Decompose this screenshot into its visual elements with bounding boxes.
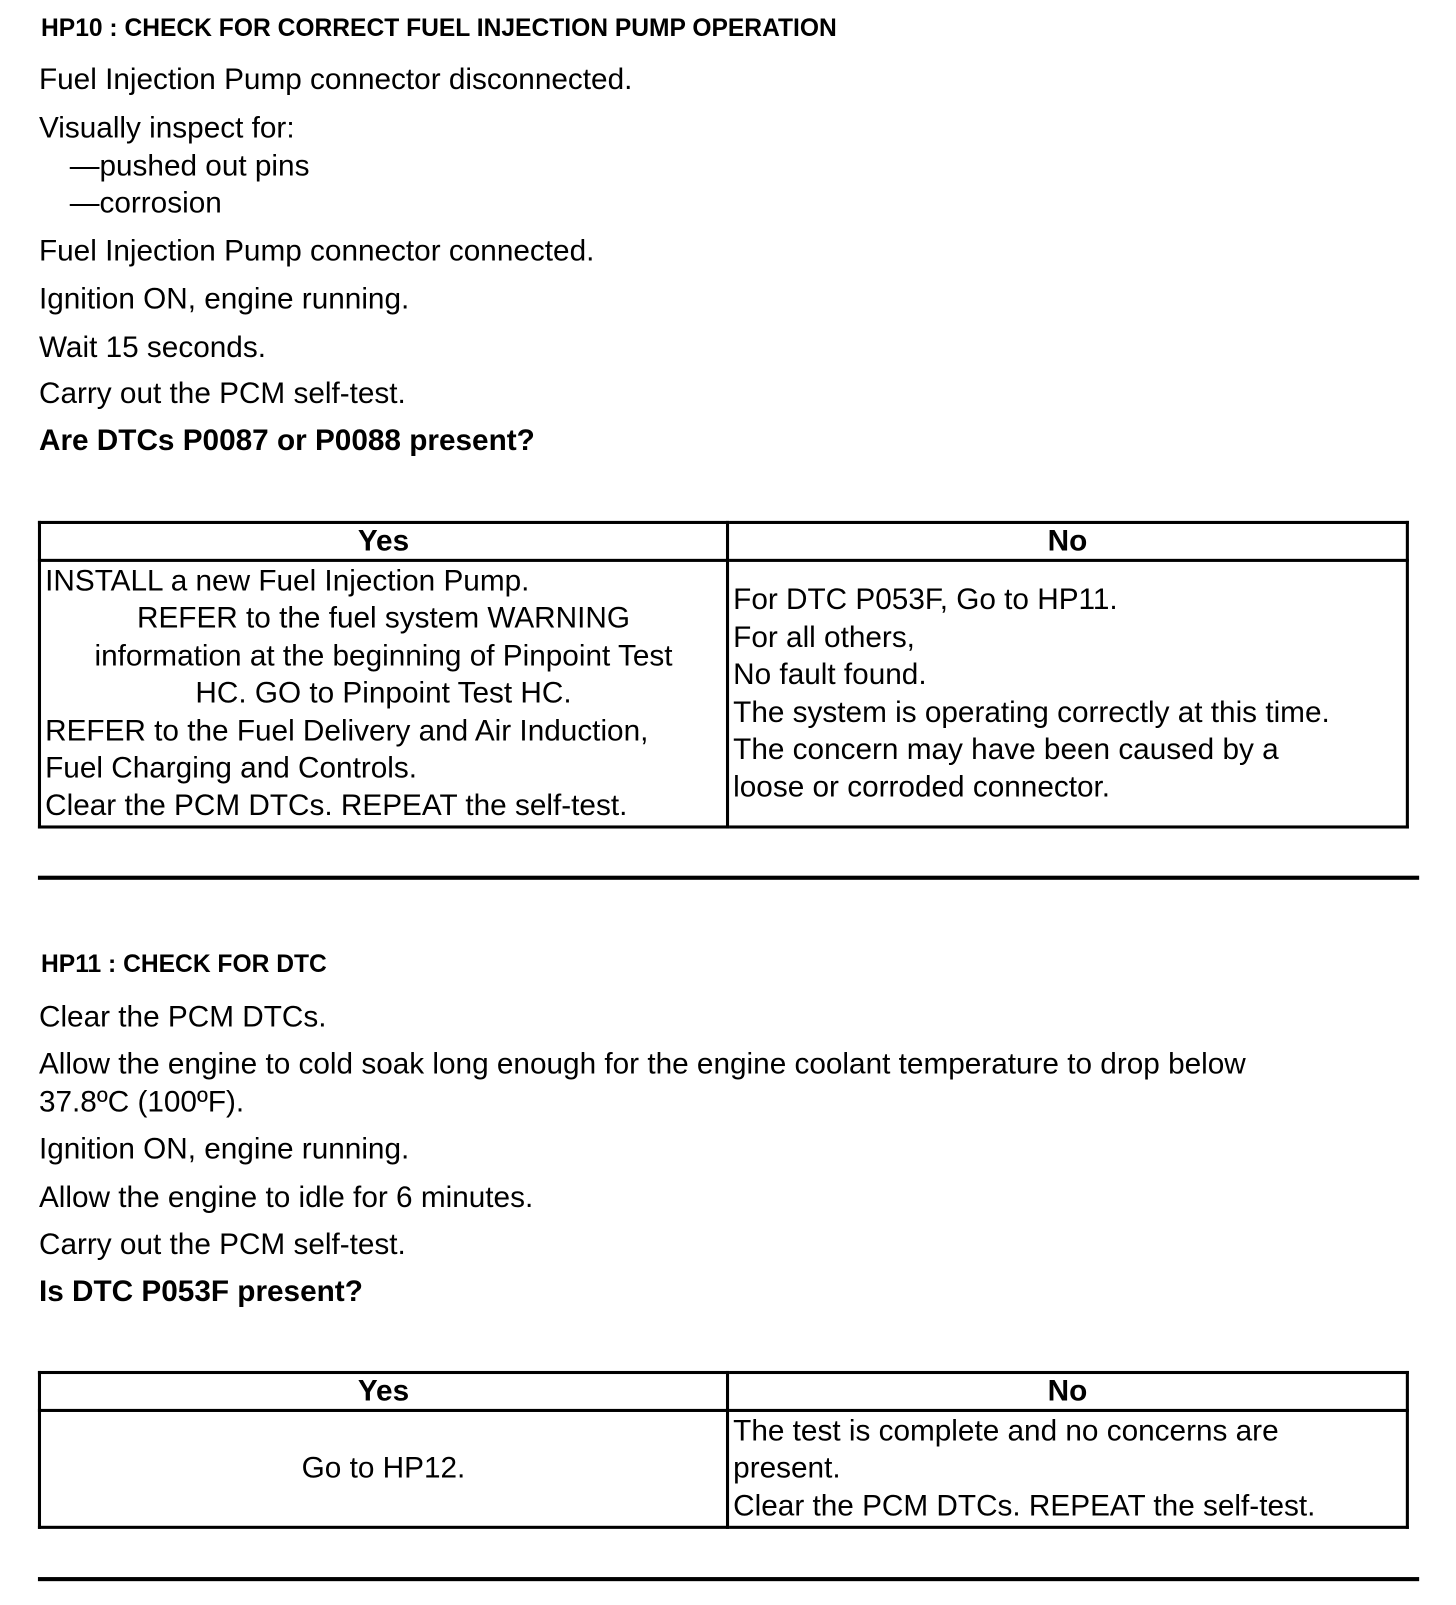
hp10-question: Are DTCs P0087 or P0088 present? — [38, 424, 535, 458]
cell-line: Go to HP12. — [301, 1452, 466, 1486]
step: Carry out the PCM self-test. — [38, 1228, 406, 1262]
cell-line: HC. GO to Pinpoint Test HC. — [195, 677, 572, 710]
section-divider — [38, 876, 1419, 880]
step: Carry out the PCM self-test. — [38, 377, 406, 411]
cell-line: The system is operating correctly at this time. — [733, 695, 1330, 729]
hp11-result-table — [38, 1371, 1409, 1529]
hp10-heading: HP10 : CHECK FOR CORRECT FUEL INJECTION PUMP OPERATION — [41, 14, 837, 43]
yes-header: Yes — [39, 1372, 727, 1410]
cell-line: INSTALL a new Fuel Injection Pump. — [45, 564, 530, 598]
no-cell — [728, 560, 1408, 827]
step: Ignition ON, engine running. — [38, 1133, 410, 1166]
no-header: No — [728, 1372, 1408, 1410]
cell-line: Fuel Charging and Controls. — [45, 751, 418, 785]
step: —pushed out pins — [69, 149, 310, 183]
yes-cell — [39, 560, 727, 827]
cell-line: information at the beginning of Pinpoint Test — [94, 639, 673, 673]
step: Allow the engine to cold soak long enough for the engine coolant temperature to drop below — [38, 1047, 1246, 1081]
yes-header: Yes — [39, 522, 727, 560]
cell-line: REFER to the fuel system WARNING — [137, 602, 630, 635]
cell-line: The concern may have been caused by a — [733, 733, 1279, 766]
cell-line: present. — [733, 1452, 841, 1486]
no-header: No — [728, 522, 1408, 560]
yes-cell — [39, 1410, 727, 1527]
cell-line: The test is complete and no concerns are — [733, 1414, 1279, 1448]
step: Allow the engine to idle for 6 minutes. — [38, 1181, 534, 1215]
step: Ignition ON, engine running. — [38, 283, 410, 316]
cell-line: Clear the PCM DTCs. REPEAT the self-test. — [45, 789, 628, 823]
step: Visually inspect for: — [38, 111, 295, 145]
step: Fuel Injection Pump connector disconnected. — [38, 63, 633, 97]
no-cell — [728, 1410, 1408, 1527]
cell-line: loose or corroded connector. — [733, 770, 1111, 804]
cell-line: No fault found. — [733, 658, 927, 692]
cell-line: For DTC P053F, Go to HP11. — [733, 583, 1118, 617]
hp11-heading: HP11 : CHECK FOR DTC — [41, 950, 327, 979]
section-divider — [38, 1577, 1419, 1581]
step: Clear the PCM DTCs. — [38, 1000, 327, 1034]
step: —corrosion — [69, 186, 222, 220]
step: Wait 15 seconds. — [38, 331, 266, 365]
step: 37.8ºC (100ºF). — [38, 1085, 245, 1119]
hp11-question: Is DTC P053F present? — [38, 1275, 363, 1309]
cell-line: For all others, — [733, 620, 915, 654]
cell-line: Clear the PCM DTCs. REPEAT the self-test. — [733, 1489, 1316, 1523]
cell-line: REFER to the Fuel Delivery and Air Induction, — [45, 714, 649, 748]
step: Fuel Injection Pump connector connected. — [38, 234, 595, 268]
hp10-result-table — [38, 521, 1409, 829]
